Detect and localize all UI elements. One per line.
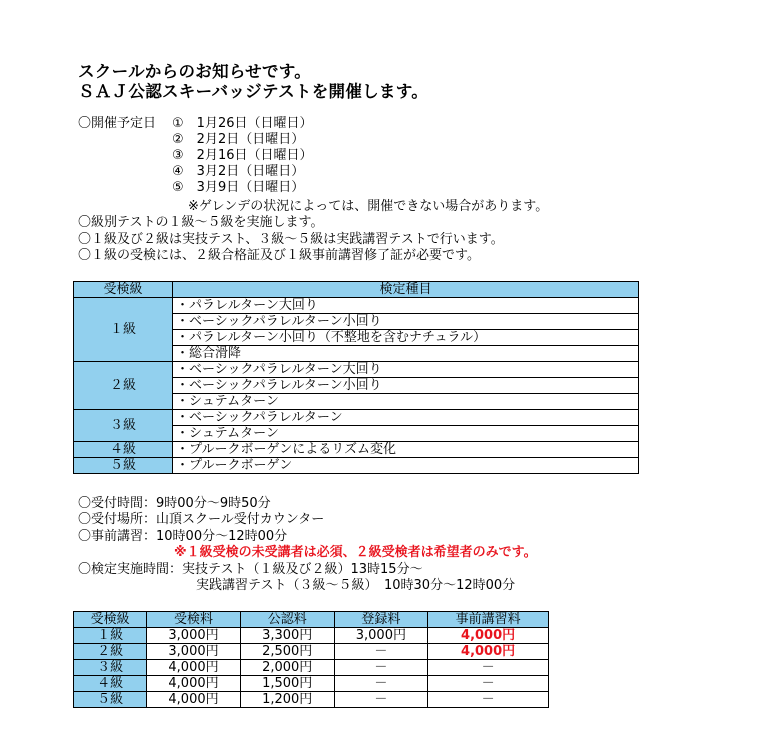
header-level: 受検級: [74, 612, 147, 628]
pre-lecture-note: ※１級受検の未受講者は必須、２級受検者は希望者のみです。: [174, 545, 537, 560]
schedule-date-1: [172, 116, 313, 132]
exam-fee-cell: 4,000円: [147, 676, 241, 692]
level-cell: ４級: [74, 676, 147, 692]
date-text: 2月16日（日曜日）: [196, 148, 313, 163]
title-line-1: スクールからのお知らせです。: [78, 62, 312, 81]
table-row: [74, 458, 639, 474]
table-row: [74, 442, 639, 458]
table-row: [74, 298, 639, 314]
pre-fee-cell: 4,000円: [428, 644, 549, 660]
cert-fee-cell: 3,300円: [240, 628, 334, 644]
pre-fee-cell: －: [428, 676, 549, 692]
table-row: [74, 692, 549, 708]
level-cell: １級: [74, 628, 147, 644]
event-item: ・総合滑降: [173, 346, 639, 362]
level-cell: ４級: [74, 442, 173, 458]
event-item: ・パラレルターン大回り: [173, 298, 639, 314]
date-num: ④: [172, 164, 184, 179]
table-row: [74, 410, 639, 426]
event-item: ・プルークボーゲンによるリズム変化: [173, 442, 639, 458]
events-table: [73, 281, 639, 474]
reg-fee-cell: －: [334, 676, 428, 692]
header-reg-fee: 登録料: [334, 612, 428, 628]
date-num: ⑤: [172, 180, 184, 195]
cert-fee-cell: 2,500円: [240, 644, 334, 660]
event-item: ・プルークボーゲン: [173, 458, 639, 474]
pre-fee-cell: －: [428, 692, 549, 708]
table-row: [74, 676, 549, 692]
reg-fee-cell: －: [334, 644, 428, 660]
header-pre-fee: 事前講習料: [428, 612, 549, 628]
note-3: 〇１級の受検には、２級合格証及び１級事前講習修了証が必要です。: [78, 248, 480, 263]
reception-time: 〇受付時間：9時00分～9時50分: [78, 496, 271, 511]
schedule-date-4: [172, 164, 304, 180]
date-text: 2月2日（日曜日）: [196, 132, 305, 147]
cert-fee-cell: 2,000円: [240, 660, 334, 676]
table-row: [74, 644, 549, 660]
level-cell: ３級: [74, 660, 147, 676]
reg-fee-cell: －: [334, 660, 428, 676]
level-cell: ２級: [74, 644, 147, 660]
pre-lecture: 〇事前講習：10時00分～12時00分: [78, 529, 288, 544]
exam-fee-cell: 4,000円: [147, 660, 241, 676]
event-item: ・シュテムターン: [173, 394, 639, 410]
header-events: 検定種目: [173, 282, 639, 298]
exam-fee-cell: 4,000円: [147, 692, 241, 708]
schedule-note: ※ゲレンデの状況によっては、開催できない場合があります。: [188, 199, 549, 214]
schedule-date-3: [172, 148, 313, 164]
level-cell: １級: [74, 298, 173, 362]
event-item: ・ベーシックパラレルターン小回り: [173, 314, 639, 330]
note-2: 〇１級及び２級は実技テスト、３級～５級は実践講習テストで行います。: [78, 232, 504, 247]
exam-time-1: 〇検定実施時間：実技テスト（１級及び２級）13時15分～: [78, 562, 423, 577]
table-header-row: [74, 612, 549, 628]
schedule-label: 〇開催予定日: [78, 116, 157, 131]
date-num: ③: [172, 148, 184, 163]
table-row: [74, 628, 549, 644]
note-1: 〇級別テストの１級～５級を実施します。: [78, 215, 324, 230]
date-text: 3月2日（日曜日）: [196, 164, 305, 179]
cert-fee-cell: 1,500円: [240, 676, 334, 692]
reg-fee-cell: 3,000円: [334, 628, 428, 644]
exam-fee-cell: 3,000円: [147, 644, 241, 660]
level-cell: ５級: [74, 458, 173, 474]
header-cert-fee: 公認料: [240, 612, 334, 628]
table-row: [74, 362, 639, 378]
reg-fee-cell: －: [334, 692, 428, 708]
date-num: ①: [172, 116, 184, 131]
reception-place: 〇受付場所：山頂スクール受付カウンター: [78, 512, 325, 527]
table-header-row: [74, 282, 639, 298]
event-item: ・ベーシックパラレルターン小回り: [173, 378, 639, 394]
event-item: ・ベーシックパラレルターン: [173, 410, 639, 426]
date-text: 1月26日（日曜日）: [196, 116, 313, 131]
table-row: [74, 660, 549, 676]
date-text: 3月9日（日曜日）: [196, 180, 305, 195]
date-num: ②: [172, 132, 184, 147]
level-cell: ２級: [74, 362, 173, 410]
header-exam-fee: 受検料: [147, 612, 241, 628]
event-item: ・パラレルターン小回り（不整地を含むナチュラル）: [173, 330, 639, 346]
event-item: ・シュテムターン: [173, 426, 639, 442]
pre-fee-cell: 4,000円: [428, 628, 549, 644]
cert-fee-cell: 1,200円: [240, 692, 334, 708]
exam-fee-cell: 3,000円: [147, 628, 241, 644]
schedule-date-5: [172, 180, 304, 196]
schedule-date-2: [172, 132, 304, 148]
level-cell: ３級: [74, 410, 173, 442]
event-item: ・ベーシックパラレルターン大回り: [173, 362, 639, 378]
title-line-2: ＳＡＪ公認スキーバッジテストを開催します。: [78, 82, 428, 101]
fee-table: [73, 611, 549, 708]
exam-time-2: 実践講習テスト（３級～５級） 10時30分～12時00分: [196, 578, 516, 593]
header-level: 受検級: [74, 282, 173, 298]
level-cell: ５級: [74, 692, 147, 708]
pre-fee-cell: －: [428, 660, 549, 676]
